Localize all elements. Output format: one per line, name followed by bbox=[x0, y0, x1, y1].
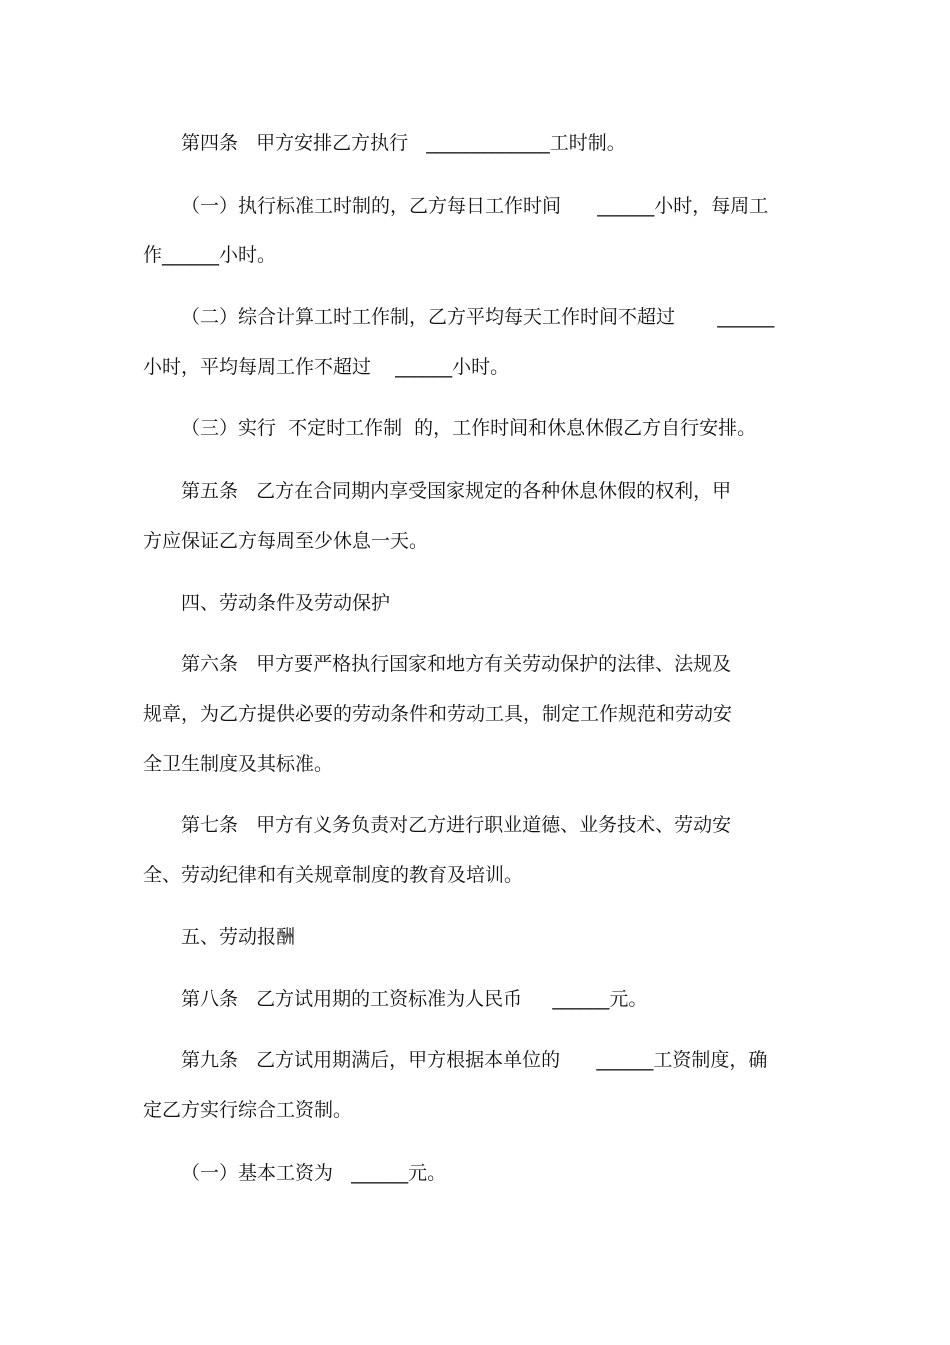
article-7-line-1: 第七条 甲方有义务负责对乙方进行职业道德、业务技术、劳动安 bbox=[181, 814, 732, 836]
article-4-item-1-line-1: （一）执行标准工时制的，乙方每日工作时间 ______小时，每周工 bbox=[181, 195, 769, 217]
article-5-line-2: 方应保证乙方每周至少休息一天。 bbox=[143, 530, 429, 552]
article-4-line: 第四条 甲方安排乙方执行 _____________工时制。 bbox=[181, 132, 626, 154]
article-4-item-1-line-2: 作______小时。 bbox=[143, 244, 277, 266]
article-4-item-2-line-2: 小时，平均每周工作不超过 ______小时。 bbox=[143, 356, 510, 378]
article-6-line-2: 规章，为乙方提供必要的劳动条件和劳动工具，制定工作规范和劳动安 bbox=[143, 703, 733, 725]
article-6-line-3: 全卫生制度及其标准。 bbox=[143, 753, 334, 775]
section-5-heading: 五、劳动报酬 bbox=[181, 926, 296, 948]
article-7-line-2: 全、劳动纪律和有关规章制度的教育及培训。 bbox=[143, 864, 524, 886]
article-9-item-1-line: （一）基本工资为 ______元。 bbox=[181, 1162, 447, 1184]
section-4-heading: 四、劳动条件及劳动保护 bbox=[181, 592, 391, 614]
article-9-line-1: 第九条 乙方试用期满后，甲方根据本单位的 ______工资制度，确 bbox=[181, 1049, 768, 1071]
article-4-item-2-line-1: （二）综合计算工时工作制，乙方平均每天工作时间不超过 ______ bbox=[181, 306, 775, 328]
article-8-line: 第八条 乙方试用期的工资标准为人民币 ______元。 bbox=[181, 988, 648, 1010]
article-9-line-2: 定乙方实行综合工资制。 bbox=[143, 1099, 353, 1121]
article-5-line-1: 第五条 乙方在合同期内享受国家规定的各种休息休假的权利，甲 bbox=[181, 480, 732, 502]
article-6-line-1: 第六条 甲方要严格执行国家和地方有关劳动保护的法律、法规及 bbox=[181, 653, 732, 675]
article-4-item-3-line: （三）实行 不定时工作制 的，工作时间和休息休假乙方自行安排。 bbox=[181, 417, 757, 439]
